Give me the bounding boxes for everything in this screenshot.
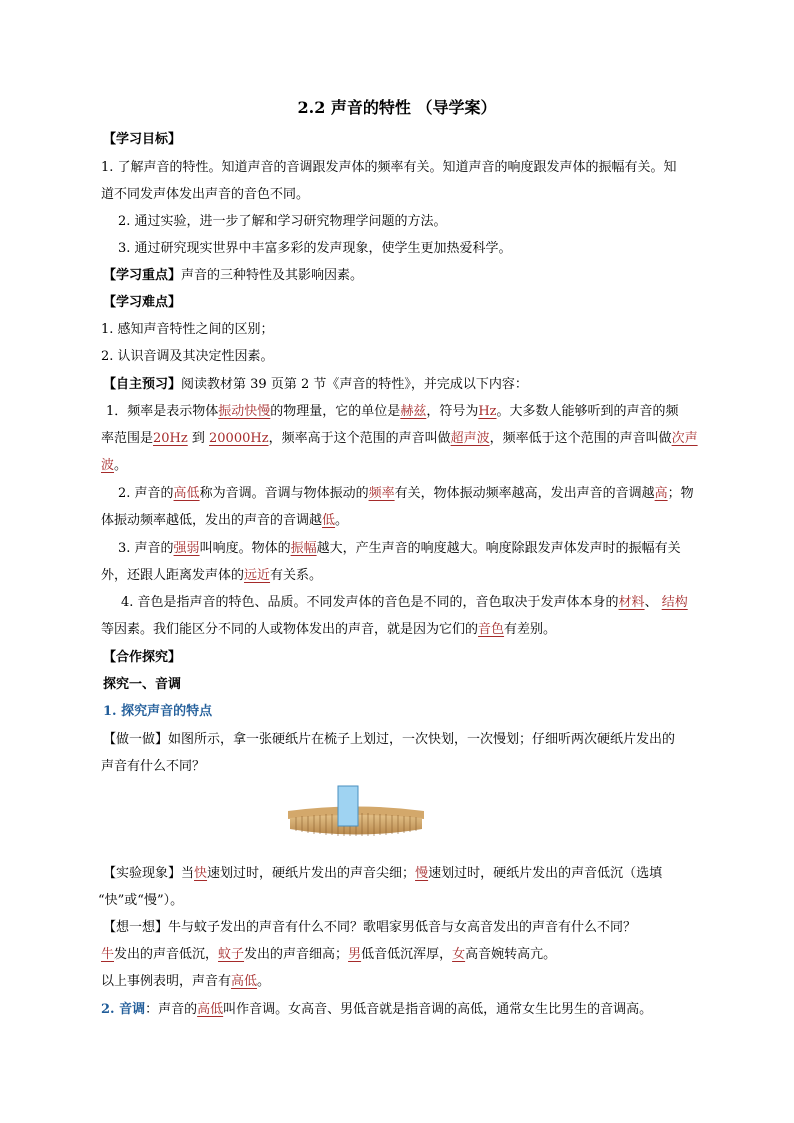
answer-line <box>101 945 556 965</box>
objective-1-line-1: 1. 了解声音的特性。知道声音的音调跟发声体的频率有关。知道声音的响度跟发声体的振幅有关。知 <box>101 160 677 175</box>
q1-answer-2: 赫兹 <box>400 404 427 419</box>
q1-text: 到 <box>187 431 210 446</box>
objectives-heading: 【学习目标】 <box>103 132 182 147</box>
q3-text: 有关系。 <box>270 568 323 583</box>
q1-text: ，频率低于这个范围的声音叫做 <box>489 431 672 446</box>
do-it-line-2: 声音有什么不同？ <box>101 759 206 774</box>
do-it-line-1 <box>103 730 675 750</box>
answer-text: 发出的声音细高； <box>244 947 349 962</box>
preview-q3-line-2 <box>101 566 322 586</box>
conclusion-answer: 高低 <box>231 974 258 989</box>
preview-q1-line-3 <box>101 456 127 476</box>
preview-intro-text: 阅读教材第 39 页第 2 节《声音的特性》，并完成以下内容： <box>181 377 528 392</box>
q4-text: 有差别。 <box>504 622 557 637</box>
q3-text: 越大，产生声音的响度越大。响度除跟发声体发声时的振幅有关 <box>316 541 681 556</box>
answer-female: 女 <box>452 947 466 962</box>
key-points-text: 声音的三种特性及其影响因素。 <box>181 268 364 283</box>
q2-answer-2: 频率 <box>368 486 395 501</box>
q4-text: 等因素。我们能区分不同的人或物体发出的声音，就是因为它们的 <box>101 622 479 637</box>
q1-text: 率范围是 <box>101 431 154 446</box>
q1-text: 1．频率是表示物体 <box>106 404 219 419</box>
preview-q4-line-1 <box>121 593 688 613</box>
conclusion-line <box>101 972 270 992</box>
do-it-text: 如图所示，拿一张硬纸片在梳子上划过，一次快划，一次慢划；仔细听两次硬纸片发出的 <box>168 732 676 747</box>
q1-answer-1: 振动快慢 <box>218 404 271 419</box>
think-line <box>103 918 636 938</box>
preview-q1-line-1 <box>106 402 679 422</box>
key-points-heading: 【学习重点】 <box>103 268 182 283</box>
objective-1-line-2: 道不同发声体发出声音的音色不同。 <box>101 187 310 202</box>
q2-text: 2. 声音的 <box>118 486 174 501</box>
q1-answer-7: 次声 <box>671 431 698 446</box>
q4-text: 4. 音色是指声音的特色、品质。不同发声体的音色是不同的，音色取决于发声体本身的 <box>121 595 619 610</box>
think-text: 牛与蚊子发出的声音有什么不同？歌唱家男低音与女高音发出的声音有什么不同？ <box>168 920 637 935</box>
q1-answer-6: 超声波 <box>450 431 490 446</box>
phenomenon-answer-1: 快 <box>194 866 208 881</box>
pitch-text: ：声音的 <box>145 1002 198 1017</box>
comb-with-card-icon <box>284 785 428 840</box>
q4-answer-1: 材料 <box>618 595 645 610</box>
phenomenon-line-1 <box>103 864 662 884</box>
q1-answer-3: Hz <box>478 404 497 419</box>
think-label: 【想一想】 <box>103 920 169 935</box>
preview-intro <box>103 375 528 395</box>
phenomenon-text: 速划过时，硬纸片发出的声音低沉（选填 <box>428 866 663 881</box>
sub-heading-1: 1. 探究声音的特点 <box>103 704 213 719</box>
q4-answer-3: 音色 <box>478 622 505 637</box>
preview-q1-line-2 <box>101 429 698 449</box>
q2-answer-3: 高 <box>654 486 668 501</box>
preview-q2-line-2 <box>101 511 348 531</box>
preview-heading: 【自主预习】 <box>103 377 182 392</box>
page-title: 2.2 声音的特性 （导学案） <box>297 98 497 117</box>
difficulty-2: 2. 认识音调及其决定性因素。 <box>101 349 274 364</box>
key-points <box>103 266 363 286</box>
q1-answer-5: 20000Hz <box>209 431 269 446</box>
pitch-answer: 高低 <box>197 1002 224 1017</box>
q1-answer-4: 20Hz <box>153 431 188 446</box>
q1-text: 。大多数人能够听到的声音的频 <box>496 404 679 419</box>
q1-text: ，符号为 <box>426 404 479 419</box>
answer-mosquito: 蚊子 <box>218 947 245 962</box>
phenomenon-text: 速划过时，硬纸片发出的声音尖细； <box>207 866 416 881</box>
pitch-definition <box>101 1000 652 1020</box>
q2-text: 称为音调。音调与物体振动的 <box>199 486 369 501</box>
q1-text: ，频率高于这个范围的声音叫做 <box>268 431 451 446</box>
q3-text: 外，还跟人距离发声体的 <box>101 568 245 583</box>
pitch-text: 叫作音调。女高音、男低音就是指音调的高低，通常女生比男生的音调高。 <box>223 1002 653 1017</box>
q2-answer-4: 低 <box>322 513 336 528</box>
preview-q2-line-1 <box>118 484 694 504</box>
q4-text: 、 <box>644 595 662 610</box>
q1-text: 。 <box>114 458 128 473</box>
do-it-label: 【做一做】 <box>103 732 169 747</box>
cooperation-heading: 【合作探究】 <box>103 650 182 665</box>
objective-2: 2. 通过实验，进一步了解和学习研究物理学问题的方法。 <box>118 214 447 229</box>
phenomenon-answer-2: 慢 <box>415 866 429 881</box>
answer-cow: 牛 <box>101 947 115 962</box>
answer-text: 低音低沉浑厚， <box>361 947 453 962</box>
phenomenon-line-2: “快”或“慢”）。 <box>98 893 184 908</box>
q2-text: ；物 <box>667 486 694 501</box>
difficulties-heading: 【学习难点】 <box>103 295 182 310</box>
q4-answer-2: 结构 <box>661 595 688 610</box>
q3-answer-2: 振幅 <box>290 541 317 556</box>
answer-text: 发出的声音低沉， <box>114 947 219 962</box>
phenomenon-label: 【实验现象】 <box>103 866 182 881</box>
difficulty-1: 1. 感知声音特性之间的区别； <box>101 322 274 337</box>
q3-text: 叫响度。物体的 <box>199 541 291 556</box>
explore-1-heading: 探究一、音调 <box>103 677 182 692</box>
phenomenon-text: 当 <box>181 866 195 881</box>
conclusion-text: 以上事例表明，声音有 <box>101 974 232 989</box>
q3-text: 3. 声音的 <box>118 541 174 556</box>
conclusion-text: 。 <box>257 974 271 989</box>
answer-text: 高音婉转高亢。 <box>465 947 557 962</box>
answer-male: 男 <box>348 947 362 962</box>
q2-text: 体振动频率越低，发出的声音的音调越 <box>101 513 323 528</box>
q2-text: 。 <box>335 513 349 528</box>
pitch-label: 2. 音调 <box>101 1002 146 1017</box>
q3-answer-1: 强弱 <box>173 541 200 556</box>
preview-q4-line-2 <box>101 620 556 640</box>
q1-text: 的物理量，它的单位是 <box>270 404 401 419</box>
preview-q3-line-1 <box>118 539 681 559</box>
q3-answer-3: 远近 <box>244 568 271 583</box>
q2-answer-1: 高低 <box>173 486 200 501</box>
q2-text: 有关，物体振动频率越高，发出声音的音调越 <box>394 486 655 501</box>
objective-3: 3. 通过研究现实世界中丰富多彩的发声现象，使学生更加热爱科学。 <box>118 241 512 256</box>
q1-answer-7-cont: 波 <box>101 458 115 473</box>
